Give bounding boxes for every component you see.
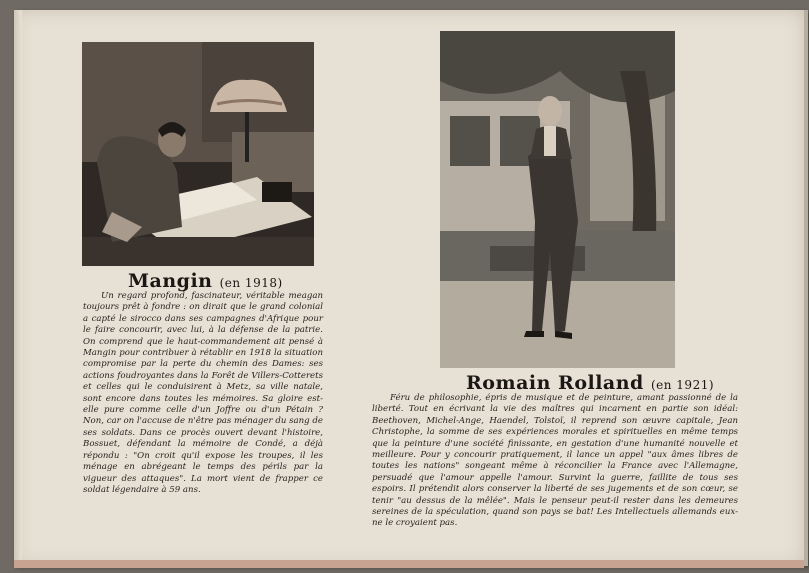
page-edge	[14, 10, 22, 566]
caption-title-mangin	[128, 270, 283, 292]
name-rolland: Romain Rolland	[466, 372, 644, 394]
photo-romain-rolland	[440, 31, 675, 368]
page-bottom-edge	[14, 560, 804, 568]
date-rolland: (en 1921)	[650, 378, 715, 392]
caption-text-rolland	[372, 393, 738, 530]
caption-text-mangin	[83, 291, 323, 496]
photo-mangin	[82, 42, 314, 266]
caption-title-rolland	[466, 372, 714, 394]
paragraph-mangin: Un regard profond, fascinateur, véritable meagan toujours prêt à fondre : on dirait que le grand colonial a capté le sirocco dans ses campagnes d'Afrique pour le faire concourir, avec lui, à la défense de la patrie. On comprend que le haut-commandement ait pensé à Mangin pour contribuer à rétablir en 1918 la situation compromise par la perte du chemin des Dames: ses actions foudroyantes dans la Forêt de Villers-Cotterets et celles qui le conduisirent à Metz, sa ville natale, sont encore dans toutes les mémoires. Sa gloire est-elle pure comme celle d'un Joffre ou d'un Pétain ? Non, car on l'accuse de n'être pas ménager du sang de ses soldats. Dans ce procès ouvert devant l'histoire, Bossuet, défendant la mémoire de Condé, a déjà répondu : "On croit qu'il expose les troupes, il les ménage en abrégeant le temps des périls par la vigueur des attaques". La mort vient de frapper ce soldat légendaire à 59 ans.	[83, 291, 323, 495]
name-mangin: Mangin	[128, 270, 213, 292]
paragraph-rolland: Féru de philosophie, épris de musique et de peinture, amant passionné de la liberté. Tout en écrivant la vie des maîtres qui incarnent en partie son idéal: Beethoven, Michel-Ange, Haendel, Tolstoï, il reprend son œuvre capitale, Jean Christophe, la somme de ses expériences morales et spirituelles en même temps que la peinture d'une société finissante, en gestation d'une humanité nouvelle et meilleure. Pour y concourir pratiquement, il lance un appel "aux âmes libres de toutes les nations" songeant même à réconcilier la France avec l'Allemagne, persuadé que l'amour appelle l'amour. Survint la guerre, faillite de tous ses espoirs. Il prétendit alors conserver la liberté de ses jugements et de son cœur, se tenir "au dessus de la mêlée". Mais le penseur peut-il rester dans les demeures sereines de la spéculation, quand son pays se bat! Les Intellectuels allemands eux-ne le croyaient pas.	[372, 393, 738, 529]
date-mangin: (en 1918)	[219, 276, 283, 290]
